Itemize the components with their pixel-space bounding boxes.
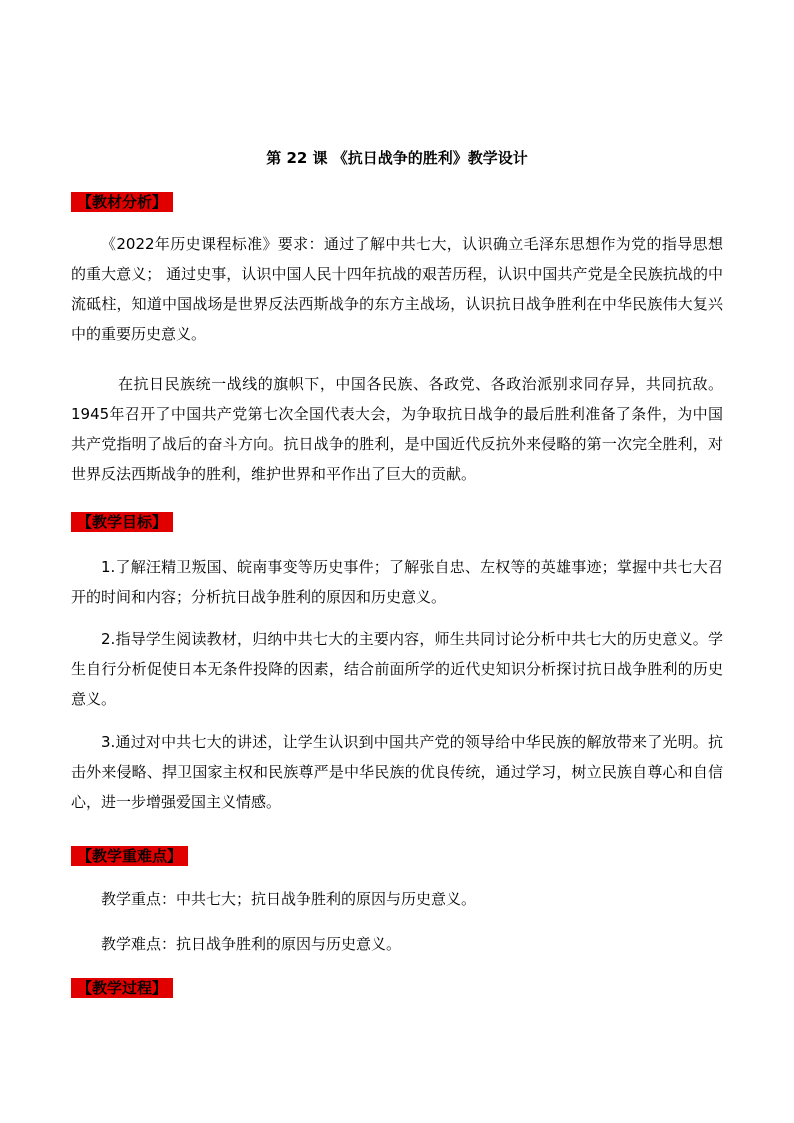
paragraph-key-points: 教学重点：中共七大；抗日战争胜利的原因与历史意义。 [101,890,477,908]
paragraph-objective-1: 1.了解汪精卫叛国、皖南事变等历史事件；了解张自忠、左权等的英雄事迹；掌握中共七大召开的时间和内容；分析抗日战争胜利的原因和历史意义。 [71,558,723,606]
paragraph-difficult-points: 教学难点：抗日战争胜利的原因与历史意义。 [101,935,402,953]
document-title: 第 22 课 《抗日战争的胜利》教学设计 [266,149,528,167]
paragraph-united-front: 在抗日民族统一战线的旗帜下，中国各民族、各政党、各政治派别求同存异，共同抗敌。1945年召开了中国共产党第七次全国代表大会，为争取抗日战争的最后胜利准备了条件，为中国共产党指明了战后的奋斗方向。抗日战争的胜利，是中国近代反抗外来侵略的第一次完全胜利，对世界反法西斯战争的胜利，维护世界和平作出了巨大的贡献。 [71,375,723,483]
paragraph-objective-2: 2.指导学生阅读教材，归纳中共七大的主要内容，师生共同讨论分析中共七大的历史意义。学生自行分析促使日本无条件投降的因素，结合前面所学的近代史知识分析探讨抗日战争胜利的历史意义。 [71,630,723,708]
section-label-textbook-analysis: 【教材分析】 [71,192,173,212]
section-label-key-difficult-points: 【教学重难点】 [71,846,188,866]
paragraph-objective-3: 3.通过对中共七大的讲述，让学生认识到中国共产党的领导给中华民族的解放带来了光明。抗击外来侵略、捍卫国家主权和民族尊严是中华民族的优良传统，通过学习，树立民族自尊心和自信心，进一步增强爱国主义情感。 [71,733,723,811]
section-label-teaching-process: 【教学过程】 [71,978,173,998]
paragraph-curriculum-standard: 《2022年历史课程标准》要求：通过了解中共七大，认识确立毛泽东思想作为党的指导思想的重大意义； 通过史事，认识中国人民十四年抗战的艰苦历程，认识中国共产党是全民族抗战的中流砥柱，知道中国战场是世界反法西斯战争的东方主战场，认识抗日战争胜利在中华民族伟大复兴中的重要历史意义。 [71,235,723,343]
section-label-teaching-objectives: 【教学目标】 [71,512,173,532]
